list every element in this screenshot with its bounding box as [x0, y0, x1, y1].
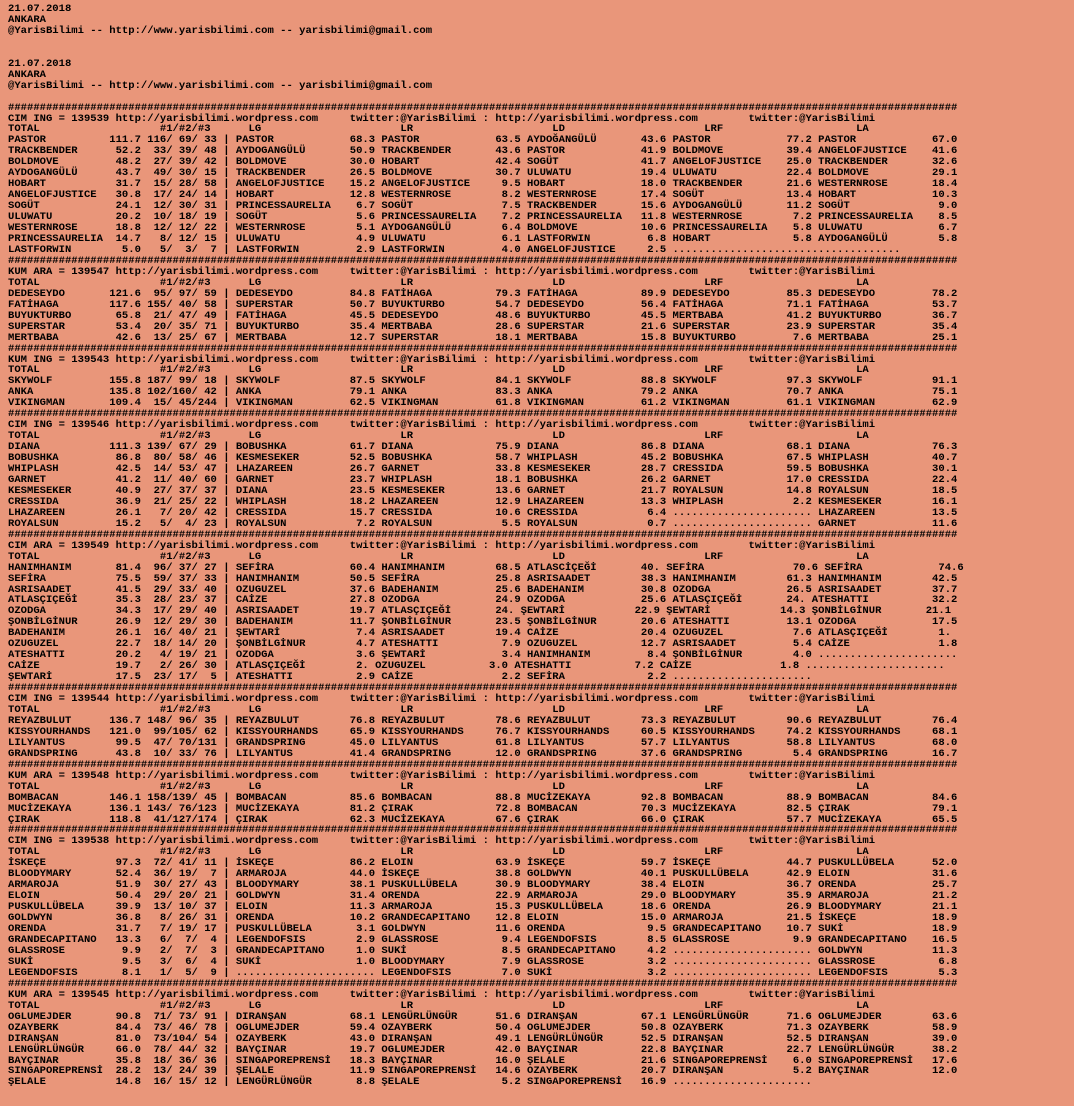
report-line — [8, 37, 1074, 48]
report-line: KUM ARA = 139548 http://yarisbilimi.wordpress.com twitter:@YarisBilimi : http://yarisbilimi.wordpress.com twitter:@YarisBilimi — [8, 769, 876, 782]
report-line: ELOIN 50.4 29/ 20/ 21 | GOLDWYN 31.4 ORENDA 22.9 ARMAROJA 29.0 BLOODYMARY 35.9 ARMAROJA 21.2 — [8, 890, 958, 903]
report-line: ŞEWTARİ 17.5 23/ 17/ 5 | ATESHATTI 2.9 CAİZE 2.2 SEFİRA 2.2 ...................... — [8, 671, 812, 684]
separator-line: ###################################################################################################################################################### — [8, 101, 958, 114]
report-line: ŞELALE 14.8 16/ 15/ 12 | LENGÜRLÜNGÜR 8.8 ŞELALE 5.2 SINGAPOREPRENSİ 16.9 ...................... — [8, 1076, 812, 1089]
report-line: PRINCESSAURELIA 14.7 8/ 12/ 15 | ULUWATU 4.9 ULUWATU 6.1 LASTFORWIN 6.8 HOBART 5.8 AYDOGANGÜLÜ 5.8 — [8, 233, 958, 246]
report-line: CIM ING = 139544 http://yarisbilimi.wordpress.com twitter:@YarisBilimi : http://yarisbilimi.wordpress.com twitter:@YarisBilimi — [8, 693, 876, 706]
report-line: WESTERNROSE 18.8 12/ 12/ 22 | WESTERNROSE 5.1 AYDOGANGÜLÜ 6.4 BOLDMOVE 10.6 PRINCESSAURELIA 5.8 ULUWATU 6.7 — [8, 222, 958, 235]
report-line: GRANDECAPITANO 13.3 6/ 7/ 4 | LEGENDOFSIS 2.9 GLASSROSE 9.4 LEGENDOFSIS 8.5 GLASSROSE 9.9 GRANDECAPITANO 16.5 — [8, 934, 958, 947]
report-line: HANIMHANIM 81.4 96/ 37/ 27 | SEFİRA 60.4 HANIMHANIM 68.5 ATLASCİÇEĞİ 40. SEFİRA 70.6 SEFİRA 74.6 — [8, 561, 964, 574]
separator-line: ###################################################################################################################################################### — [8, 528, 958, 541]
report-line: BAYÇINAR 35.8 18/ 36/ 36 | SINGAPOREPRENSİ 18.3 BAYÇINAR 16.0 ŞELALE 21.6 SINGAPOREPRENSİ 6.0 SINGAPOREPRENSİ 17.6 — [8, 1054, 958, 1067]
report-line: İSKEÇE 97.3 72/ 41/ 11 | İSKEÇE 86.2 ELOIN 63.9 İSKEÇE 59.7 İSKEÇE 44.7 PUSKULLÜBELA 52.0 — [8, 857, 958, 870]
report-line: BOMBACAN 146.1 158/139/ 45 | BOMBACAN 85.6 BOMBACAN 88.8 MUCİZEKAYA 92.8 BOMBACAN 88.9 BOMBACAN 84.6 — [8, 791, 958, 804]
report-line: ASRISAADET 41.5 29/ 33/ 40 | OZUGUZEL 37.6 BADEHANIM 25.6 BADEHANIM 30.8 OZODGA 26.5 ASRISAADET 37.7 — [8, 583, 958, 596]
report-line: BLOODYMARY 52.4 36/ 19/ 7 | ARMAROJA 44.0 İSKEÇE 38.8 GOLDWYN 40.1 PUSKULLÜBELA 42.9 ELOIN 31.6 — [8, 868, 958, 881]
report-line: CIM ING = 139546 http://yarisbilimi.wordpress.com twitter:@YarisBilimi : http://yarisbilimi.wordpress.com twitter:@YarisBilimi — [8, 419, 876, 432]
report-line: LILYANTUS 99.5 47/ 70/131 | GRANDSPRING 45.0 LILYANTUS 61.8 LILYANTUS 57.7 LILYANTUS 58.8 LILYANTUS 68.0 — [8, 736, 958, 749]
report-line: VIKINGMAN 109.4 15/ 45/244 | VIKINGMAN 62.5 VIKINGMAN 61.8 VIKINGMAN 61.2 VIKINGMAN 61.1 VIKINGMAN 62.9 — [8, 397, 958, 410]
report-line: MUCİZEKAYA 136.1 143/ 76/123 | MUCİZEKAYA 81.2 ÇIRAK 72.8 BOMBACAN 70.3 MUCİZEKAYA 82.5 ÇIRAK 79.1 — [8, 802, 958, 815]
report-line: GRANDSPRING 43.8 10/ 33/ 76 | LILYANTUS 41.4 GRANDSPRING 12.0 GRANDSPRING 37.6 GRANDSPRING 5.4 GRANDSPRING 16.7 — [8, 747, 958, 760]
report-line: OZODGA 34.3 17/ 29/ 40 | ASRISAADET 19.7 ATLASÇIÇEĞİ 24. ŞEWTARİ 22.9 ŞEWTARİ 14.3 ŞONBİLGİNUR 21.1 — [8, 605, 952, 618]
report-line: OZUGUZEL 22.7 18/ 14/ 20 | ŞONBİLGİNUR 4.7 ATESHATTI 7.9 OZUGUZEL 12.7 ASRISAADET 5.4 CAİZE 1.8 — [8, 638, 958, 651]
report-line: LHAZAREEN 26.1 7/ 20/ 42 | CRESSIDA 15.7 CRESSIDA 10.6 CRESSIDA 6.4 ...................... LHAZAREEN 13.5 — [8, 506, 958, 519]
report-line: SINGAPOREPRENSİ 28.2 13/ 24/ 39 | ŞELALE 11.9 SINGAPOREPRENSİ 14.6 OZAYBERK 20.7 DIRANŞAN 5.2 BAYÇINAR 12.0 — [8, 1065, 958, 1078]
report-line: GLASSROSE 9.9 2/ 7/ 3 | GRANDECAPITANO 1.0 SUKİ 8.5 GRANDECAPITANO 4.2 ...................... GOLDWYN 11.3 — [8, 944, 958, 957]
report-line: ULUWATU 20.2 10/ 18/ 19 | SOGÜT 5.6 PRINCESSAURELIA 7.2 PRINCESSAURELIA 11.8 WESTERNROSE 7.2 PRINCESSAURELIA 8.5 — [8, 211, 958, 224]
report-line: AYDOGANGÜLÜ 43.7 49/ 30/ 15 | TRACKBENDER 26.5 BOLDMOVE 30.7 ULUWATU 19.4 ULUWATU 22.4 BOLDMOVE 29.1 — [8, 167, 958, 180]
report-line: ORENDA 31.7 7/ 19/ 17 | PUSKULLÜBELA 3.1 GOLDWYN 11.6 ORENDA 9.5 GRANDECAPITANO 10.7 SUKİ 18.9 — [8, 923, 958, 936]
separator-line: ###################################################################################################################################################### — [8, 342, 958, 355]
report-line: ŞONBİLGİNUR 26.9 12/ 29/ 30 | BADEHANIM 11.7 ŞONBİLGİNUR 23.5 ŞONBİLGİNUR 20.6 ATESHATTI 13.1 OZODGA 17.5 — [8, 616, 958, 629]
report-line: BOBUSHKA 86.8 80/ 58/ 46 | KESMESEKER 52.5 BOBUSHKA 58.7 WHIPLASH 45.2 BOBUSHKA 67.5 WHIPLASH 40.7 — [8, 452, 958, 465]
report-line: LASTFORWIN 5.0 5/ 3/ 7 | LASTFORWIN 2.9 LASTFORWIN 4.0 ANGELOFJUSTICE 2.5 .................................... — [8, 243, 901, 256]
report-line: TOTAL #1/#2/#3 LG LR LD LRF LA — [8, 846, 869, 859]
report-line: ANGELOFJUSTICE 30.8 17/ 24/ 14 | HOBART 12.8 WESTERNROSE 8.2 WESTERNROSE 17.4 SOGÜT 13.4 HOBART 10.3 — [8, 189, 958, 202]
report-line: ANKARA — [8, 68, 46, 81]
report-line: ROYALSUN 15.2 5/ 4/ 23 | ROYALSUN 7.2 ROYALSUN 5.5 ROYALSUN 0.7 ...................... GARNET 11.6 — [8, 517, 958, 530]
report-line: DIRANŞAN 81.0 73/104/ 54 | OZAYBERK 43.0 DIRANŞAN 49.1 LENGÜRLÜNGÜR 52.5 DIRANŞAN 52.5 DIRANŞAN 39.0 — [8, 1032, 958, 1045]
report-line: CAİZE 19.7 2/ 26/ 30 | ATLASÇIÇEĞİ 2. OZUGUZEL 3.0 ATESHATTI 7.2 CAİZE 1.8 ...................... — [8, 660, 945, 673]
report-line: KESMESEKER 40.9 27/ 37/ 37 | DIANA 23.5 KESMESEKER 13.6 GARNET 21.7 ROYALSUN 14.8 ROYALSUN 18.5 — [8, 484, 958, 497]
separator-line: ###################################################################################################################################################### — [8, 758, 958, 771]
report-line: ARMAROJA 51.9 30/ 27/ 43 | BLOODYMARY 38.1 PUSKULLÜBELA 30.9 BLOODYMARY 38.4 ELOIN 36.7 ORENDA 25.7 — [8, 879, 958, 892]
report-line — [8, 92, 1074, 103]
report-line: TOTAL #1/#2/#3 LG LR LD LRF LA — [8, 364, 869, 377]
report-line: CRESSIDA 36.9 21/ 25/ 22 | WHIPLASH 18.2 LHAZAREEN 12.9 LHAZAREEN 13.3 WHIPLASH 2.2 KESMESEKER 16.1 — [8, 495, 958, 508]
report-line: DEDESEYDO 121.6 95/ 97/ 59 | DEDESEYDO 84.8 FATİHAGA 79.3 FATİHAGA 89.9 DEDESEYDO 85.3 DEDESEYDO 78.2 — [8, 287, 958, 300]
report-line: KISSYOURHANDS 121.0 99/105/ 62 | KISSYOURHANDS 65.9 KISSYOURHANDS 76.7 KISSYOURHANDS 60.5 KISSYOURHANDS 74.2 KISSYOURHANDS 68.1 — [8, 725, 958, 738]
report-line: WHIPLASH 42.5 14/ 53/ 47 | LHAZAREEN 26.7 GARNET 33.8 KESMESEKER 28.7 CRESSIDA 59.5 BOBUSHKA 30.1 — [8, 463, 958, 476]
report-line: GARNET 41.2 11/ 40/ 60 | GARNET 23.7 WHIPLASH 18.1 BOBUSHKA 26.2 GARNET 17.0 CRESSIDA 22.4 — [8, 473, 958, 486]
report-line: 21.07.2018 — [8, 57, 72, 70]
report-line: TOTAL #1/#2/#3 LG LR LD LRF LA — [8, 704, 869, 716]
report-line: ANKARA — [8, 13, 46, 26]
report-line: TOTAL #1/#2/#3 LG LR LD LRF LA — [8, 123, 869, 136]
separator-line: ###################################################################################################################################################### — [8, 254, 958, 267]
report-line: CIM ING = 139538 http://yarisbilimi.wordpress.com twitter:@YarisBilimi : http://yarisbilimi.wordpress.com twitter:@YarisBilimi — [8, 835, 876, 848]
report-line: BOLDMOVE 48.2 27/ 39/ 42 | BOLDMOVE 30.0 HOBART 42.4 SOGÜT 41.7 ANGELOFJUSTICE 25.0 TRACKBENDER 32.6 — [8, 156, 958, 169]
separator-line: ###################################################################################################################################################### — [8, 977, 958, 990]
report-line: DIANA 111.3 139/ 67/ 29 | BOBUSHKA 61.7 DIANA 75.9 DIANA 86.8 DIANA 68.1 DIANA 76.3 — [8, 441, 958, 454]
report-line: SUKİ 9.5 3/ 6/ 4 | SUKİ 1.0 BLOODYMARY 7.9 GLASSROSE 3.2 ...................... GLASSROSE 6.8 — [8, 955, 958, 968]
report-line: TOTAL #1/#2/#3 LG LR LD LRF LA — [8, 780, 869, 793]
report-line: ATESHATTI 20.2 4/ 19/ 21 | OZODGA 3.6 ŞEWTARİ 3.4 HANIMHANIM 8.4 ŞONBİLGİNUR 4.0 ...................... — [8, 649, 958, 662]
report-line: CIM ARA = 139549 http://yarisbilimi.wordpress.com twitter:@YarisBilimi : http://yarisbilimi.wordpress.com twitter:@YarisBilimi — [8, 539, 876, 552]
report-line: LENGÜRLÜNGÜR 66.0 78/ 44/ 32 | BAYÇINAR 19.7 OGLUMEJDER 42.0 BAYÇINAR 22.8 BAYÇINAR 22.7 LENGÜRLÜNGÜR 38.2 — [8, 1043, 958, 1056]
report-line: BUYUKTURBO 65.8 21/ 47/ 49 | FATİHAGA 45.5 DEDESEYDO 48.6 BUYUKTURBO 45.5 MERTBABA 41.2 BUYUKTURBO 36.7 — [8, 309, 958, 322]
report-line: ANKA 135.8 102/160/ 42 | ANKA 79.1 ANKA 83.3 ANKA 79.2 ANKA 70.7 ANKA 75.1 — [8, 386, 958, 399]
report-line: OGLUMEJDER 90.8 71/ 73/ 91 | DIRANŞAN 68.1 LENGÜRLÜNGÜR 51.6 DIRANŞAN 67.1 LENGÜRLÜNGÜR 71.6 OGLUMEJDER 63.6 — [8, 1010, 958, 1023]
report-line: TOTAL #1/#2/#3 LG LR LD LRF LA — [8, 999, 869, 1012]
report-line: PUSKULLÜBELA 39.9 13/ 10/ 37 | ELOIN 11.3 ARMAROJA 15.3 PUSKULLÜBELA 18.6 ORENDA 26.9 BLOODYMARY 21.1 — [8, 901, 958, 914]
report-line: KUM ING = 139543 http://yarisbilimi.wordpress.com twitter:@YarisBilimi : http://yarisbilimi.wordpress.com twitter:@YarisBilimi — [8, 353, 876, 366]
report-line: ÇIRAK 118.8 41/127/174 | ÇIRAK 62.3 MUCİZEKAYA 67.6 ÇIRAK 66.0 ÇIRAK 57.7 MUCİZEKAYA 65.5 — [8, 813, 958, 826]
report-line: PASTOR 111.7 116/ 69/ 33 | PASTOR 68.3 PASTOR 63.5 AYDOĞANGÜLÜ 43.6 PASTOR 77.2 PASTOR 67.0 — [8, 134, 958, 147]
report-line: TOTAL #1/#2/#3 LG LR LD LRF LA — [8, 276, 869, 289]
report-line: LEGENDOFSIS 8.1 1/ 5/ 9 | ...................... LEGENDOFSIS 7.0 SUKİ 3.2 ...................... LEGENDOFSIS 5.3 — [8, 966, 958, 979]
report-line: FATİHAGA 117.6 155/ 40/ 58 | SUPERSTAR 50.7 BUYUKTURBO 54.7 DEDESEYDO 56.4 FATİHAGA 71.1 FATİHAGA 53.7 — [8, 298, 958, 311]
report-line: CIM ING = 139539 http://yarisbilimi.wordpress.com twitter:@YarisBilimi : http://yarisbilimi.wordpress.com twitter:@YarisBilimi — [8, 112, 876, 125]
report-line: GOLDWYN 36.8 8/ 26/ 31 | ORENDA 10.2 GRANDECAPITANO 12.8 ELOIN 15.0 ARMAROJA 21.5 İSKEÇE 18.9 — [8, 912, 958, 925]
report-line: KUM ARA = 139547 http://yarisbilimi.wordpress.com twitter:@YarisBilimi : http://yarisbilimi.wordpress.com twitter:@YarisBilimi — [8, 265, 876, 278]
report-line: @YarisBilimi -- http://www.yarisbilimi.com -- yarisbilimi@gmail.com — [8, 79, 433, 92]
report-line: BADEHANIM 26.1 16/ 40/ 21 | ŞEWTARİ 7.4 ASRISAADET 19.4 CAİZE 20.4 OZUGUZEL 7.6 ATLASÇIÇEĞİ 1. — [8, 627, 952, 640]
report-line: ATLASÇIÇEĞİ 35.3 28/ 23/ 37 | CAİZE 27.8 OZODGA 24.9 OZODGA 25.6 ATLASÇIÇEĞİ 24. ATESHATTI 32.2 — [8, 594, 958, 607]
report-line: MERTBABA 42.6 13/ 25/ 67 | MERTBABA 12.7 SUPERSTAR 18.1 MERTBABA 15.8 BUYUKTURBO 7.6 MERTBABA 25.1 — [8, 331, 958, 344]
report-line: SKYWOLF 155.8 187/ 99/ 18 | SKYWOLF 87.5 SKYWOLF 84.1 SKYWOLF 88.8 SKYWOLF 97.3 SKYWOLF 91.1 — [8, 375, 958, 388]
report-line: OZAYBERK 84.4 73/ 46/ 78 | OGLUMEJDER 59.4 OZAYBERK 50.4 OGLUMEJDER 50.8 OZAYBERK 71.3 OZAYBERK 58.9 — [8, 1021, 958, 1034]
report-line: REYAZBULUT 136.7 148/ 96/ 35 | REYAZBULUT 76.8 REYAZBULUT 78.6 REYAZBULUT 73.3 REYAZBULUT 90.6 REYAZBULUT 76.4 — [8, 714, 958, 727]
separator-line: ###################################################################################################################################################### — [8, 682, 958, 695]
separator-line: ###################################################################################################################################################### — [8, 408, 958, 421]
report-line: SUPERSTAR 53.4 20/ 35/ 71 | BUYUKTURBO 35.4 MERTBABA 28.6 SUPERSTAR 21.6 SUPERSTAR 23.9 SUPERSTAR 35.4 — [8, 320, 958, 333]
report-line: 21.07.2018 — [8, 3, 72, 15]
report-line: TOTAL #1/#2/#3 LG LR LD LRF LA — [8, 550, 869, 563]
report-line: SOGÜT 24.1 12/ 30/ 31 | PRINCESSAURELIA 6.7 SOGÜT 7.5 TRACKBENDER 15.6 AYDOGANGÜLÜ 11.2 SOGÜT 9.0 — [8, 200, 958, 213]
report-line: SEFİRA 75.5 59/ 37/ 33 | HANIMHANIM 50.5 SEFİRA 25.8 ASRISAADET 38.3 HANIMHANIM 61.3 HANIMHANIM 42.5 — [8, 572, 958, 585]
separator-line: ###################################################################################################################################################### — [8, 824, 958, 837]
report-line: TRACKBENDER 52.2 33/ 39/ 48 | AYDOGANGÜLÜ 50.9 TRACKBENDER 43.6 PASTOR 41.9 BOLDMOVE 39.4 ANGELOFJUSTICE 41.6 — [8, 145, 958, 158]
report-line: KUM ARA = 139545 http://yarisbilimi.wordpress.com twitter:@YarisBilimi : http://yarisbilimi.wordpress.com twitter:@YarisBilimi — [8, 988, 876, 1001]
report-line — [8, 48, 1074, 59]
report-line: @YarisBilimi -- http://www.yarisbilimi.com -- yarisbilimi@gmail.com — [8, 24, 433, 37]
report-line: HOBART 31.7 15/ 28/ 58 | ANGELOFJUSTICE 15.2 ANGELOFJUSTICE 9.5 HOBART 18.0 TRACKBENDER 21.6 WESTERNROSE 18.4 — [8, 178, 958, 191]
report-line: TOTAL #1/#2/#3 LG LR LD LRF LA — [8, 430, 869, 443]
